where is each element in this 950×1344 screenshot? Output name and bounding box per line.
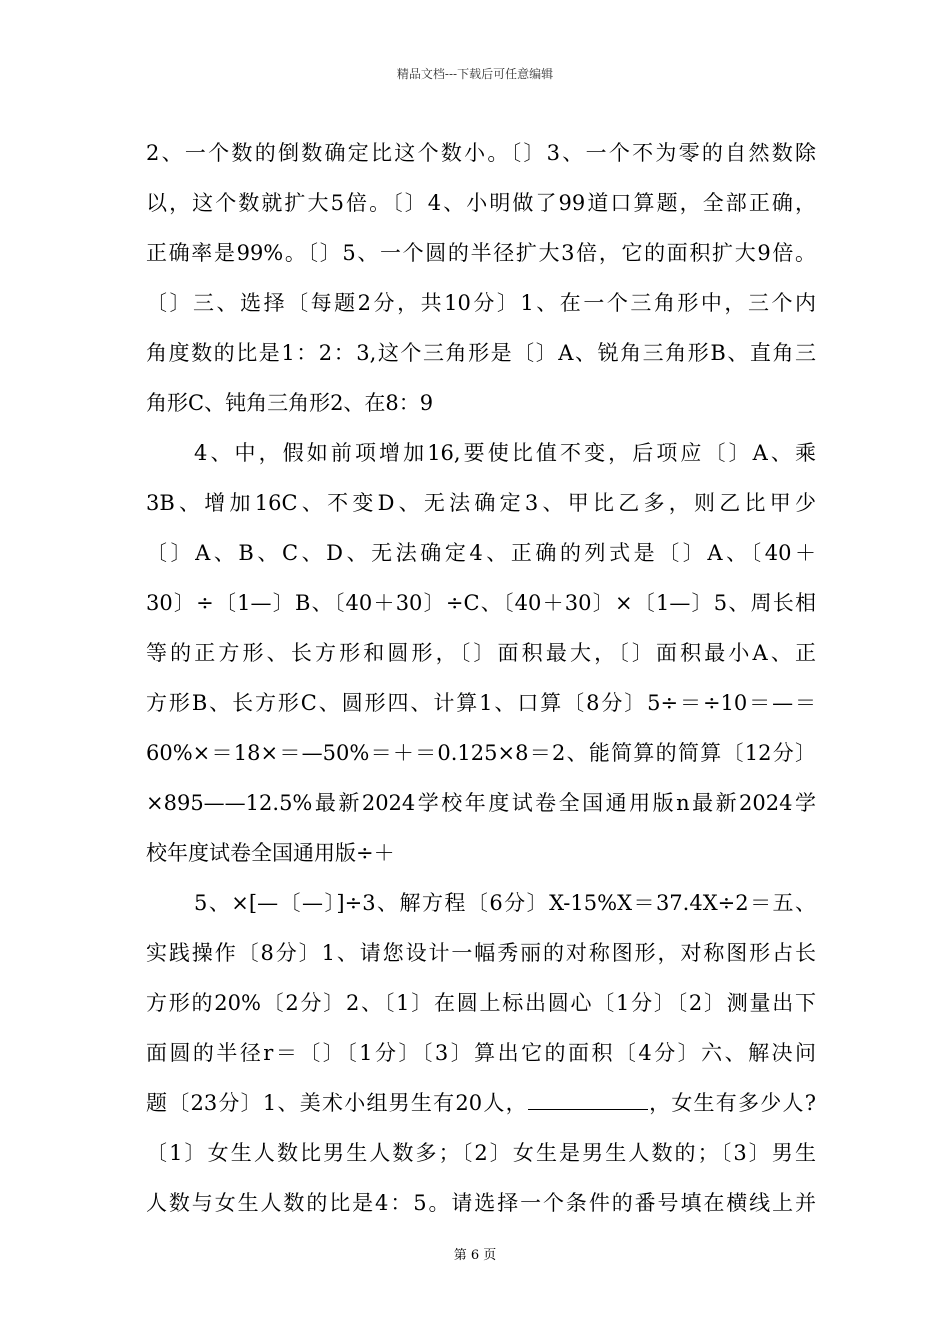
- text-line: 30〕÷〔1—〕B、〔40＋30〕÷C、〔40＋30〕×〔1—〕5、周长相: [146, 591, 816, 615]
- text-line: 方形的20%〔2分〕2、〔1〕在圆上标出圆心〔1分〕〔2〕测量出下: [146, 991, 816, 1015]
- text-line: 人数与女生人数的比是4：5。请选择一个条件的番号填在横线上并: [146, 1191, 816, 1215]
- fill-in-blank: [528, 1086, 648, 1110]
- text-line: 正确率是99%。〔〕5、一个圆的半径扩大3倍，它的面积扩大9倍。: [146, 241, 816, 265]
- text-line: 角形C、钝角三角形2、在8：9: [146, 391, 434, 415]
- text-line: 2、一个数的倒数确定比这个数小。〔〕3、一个不为零的自然数除: [146, 141, 816, 165]
- text-segment: 题〔23分〕1、美术小组男生有20人，: [146, 1091, 528, 1115]
- text-line-with-blank: [146, 1078, 816, 1128]
- page-header: 精品文档---下载后可任意编辑: [396, 67, 554, 81]
- text-line: 面圆的半径r＝〔〕〔1分〕〔3〕算出它的面积〔4分〕六、解决问: [146, 1041, 816, 1065]
- text-line: 方形B、长方形C、圆形四、计算1、口算〔8分〕5÷＝÷10＝—＝: [146, 691, 816, 715]
- text-line: 实践操作〔8分〕1、请您设计一幅秀丽的对称图形，对称图形占长: [146, 941, 816, 965]
- text-segment: ，女生有多少人?: [647, 1091, 816, 1115]
- text-line: 4、中，假如前项增加16,要使比值不变，后项应〔〕A、乘: [194, 441, 816, 465]
- text-line: 校年度试卷全国通用版÷＋: [146, 841, 395, 865]
- text-line: 〔1〕女生人数比男生人数多；〔2〕女生是男生人数的；〔3〕男生: [146, 1141, 816, 1165]
- text-line: 〔〕A、B、C、D、无法确定4、正确的列式是〔〕A、〔40＋: [146, 541, 816, 565]
- text-line: 5、×[—〔—〕]÷3、解方程〔6分〕X-15%X＝37.4X÷2＝五、: [194, 891, 816, 915]
- text-line: 3B、增加16C、不变D、无法确定3、甲比乙多，则乙比甲少: [146, 491, 816, 515]
- text-line: 〔〕三、选择〔每题2分，共10分〕1、在一个三角形中，三个内: [146, 291, 816, 315]
- text-line: 等的正方形、长方形和圆形，〔〕面积最大，〔〕面积最小A、正: [146, 641, 816, 665]
- text-line: 角度数的比是1：2：3,这个三角形是〔〕A、锐角三角形B、直角三: [146, 341, 816, 365]
- page-number: 第 6 页: [453, 1248, 497, 1263]
- document-body: [146, 128, 816, 1228]
- text-line: 60%×＝18×＝—50%＝＋＝0.125×8＝2、能简算的简算〔12分〕: [146, 741, 816, 765]
- text-line: ×895——12.5%最新2024学校年度试卷全国通用版n最新2024学: [146, 791, 816, 815]
- text-line: 以，这个数就扩大5倍。〔〕4、小明做了99道口算题，全部正确，: [146, 191, 816, 215]
